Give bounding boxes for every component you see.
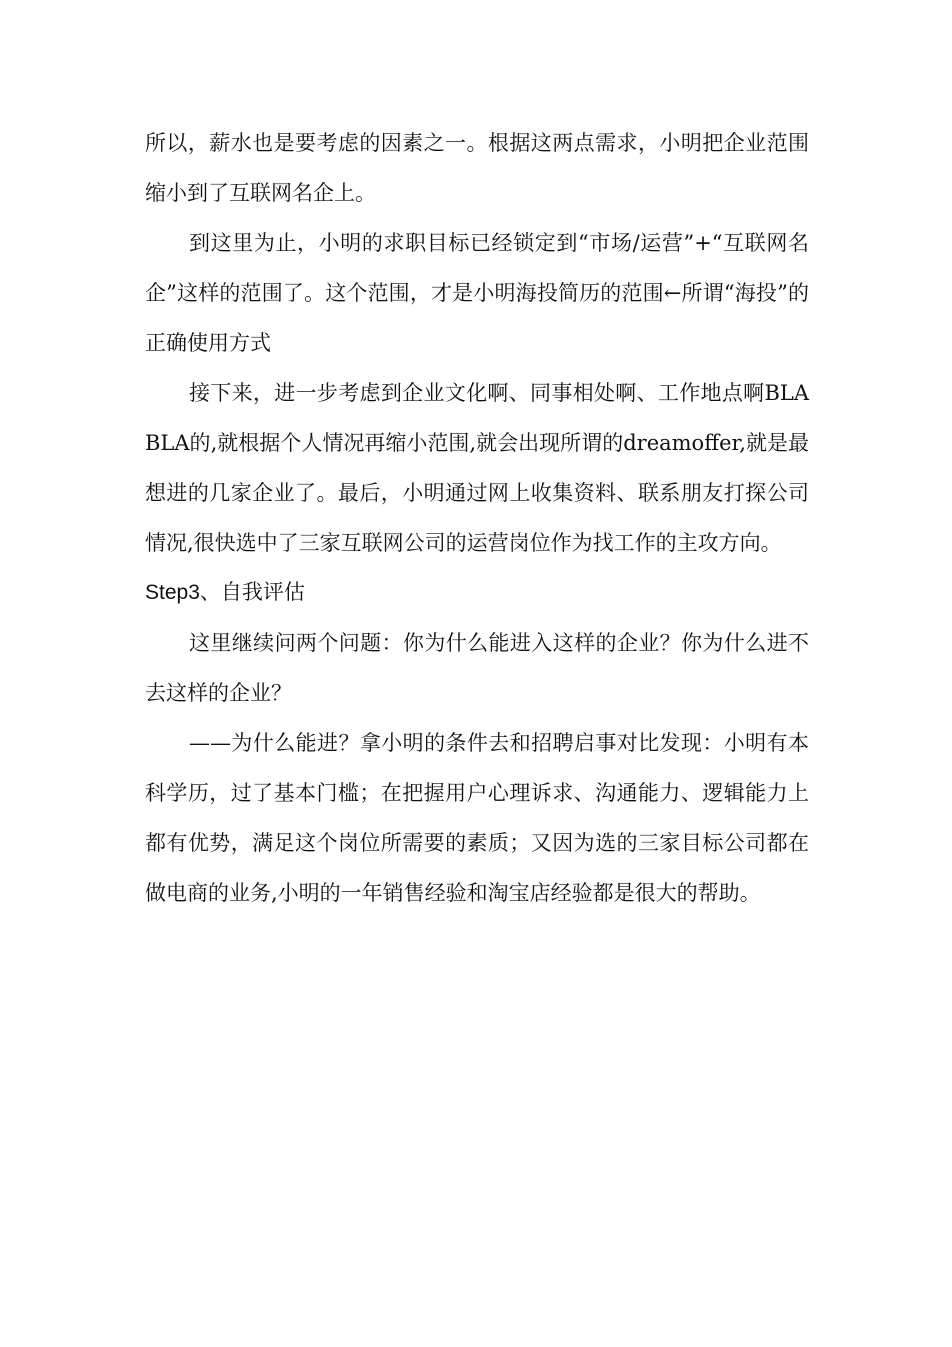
document-body [145,118,809,918]
section-heading-step3: Step3、自我评估 [145,581,305,604]
paragraph-salary-factor: 所以，薪水也是要考虑的因素之一。根据这两点需求，小明把企业范围缩小到了互联网名企上。 [145,131,809,205]
paragraph-two-questions: 这里继续问两个问题：你为什么能进入这样的企业？你为什么进不去这样的企业？ [145,631,809,705]
paragraph-narrow-range: 接下来，进一步考虑到企业文化啊、同事相处啊、工作地点啊BLABLA的,就根据个人情况再缩小范围,就会出现所谓的dreamoffer,就是最想进的几家企业了。最后，小明通过网上收集资料、联系朋友打探公司情况,很快选中了三家互联网公司的运营岗位作为找工作的主攻方向。 [145,381,809,555]
paragraph-why-can-enter: ——为什么能进？拿小明的条件去和招聘启事对比发现：小明有本科学历，过了基本门槛；在把握用户心理诉求、沟通能力、逻辑能力上都有优势，满足这个岗位所需要的素质；又因为选的三家目标公司都在做电商的业务,小明的一年销售经验和淘宝店经验都是很大的帮助。 [145,731,809,905]
paragraph-job-target: 到这里为止，小明的求职目标已经锁定到“市场/运营”+“互联网名企”这样的范围了。这个范围，才是小明海投简历的范围←所谓“海投”的正确使用方式 [145,231,809,355]
